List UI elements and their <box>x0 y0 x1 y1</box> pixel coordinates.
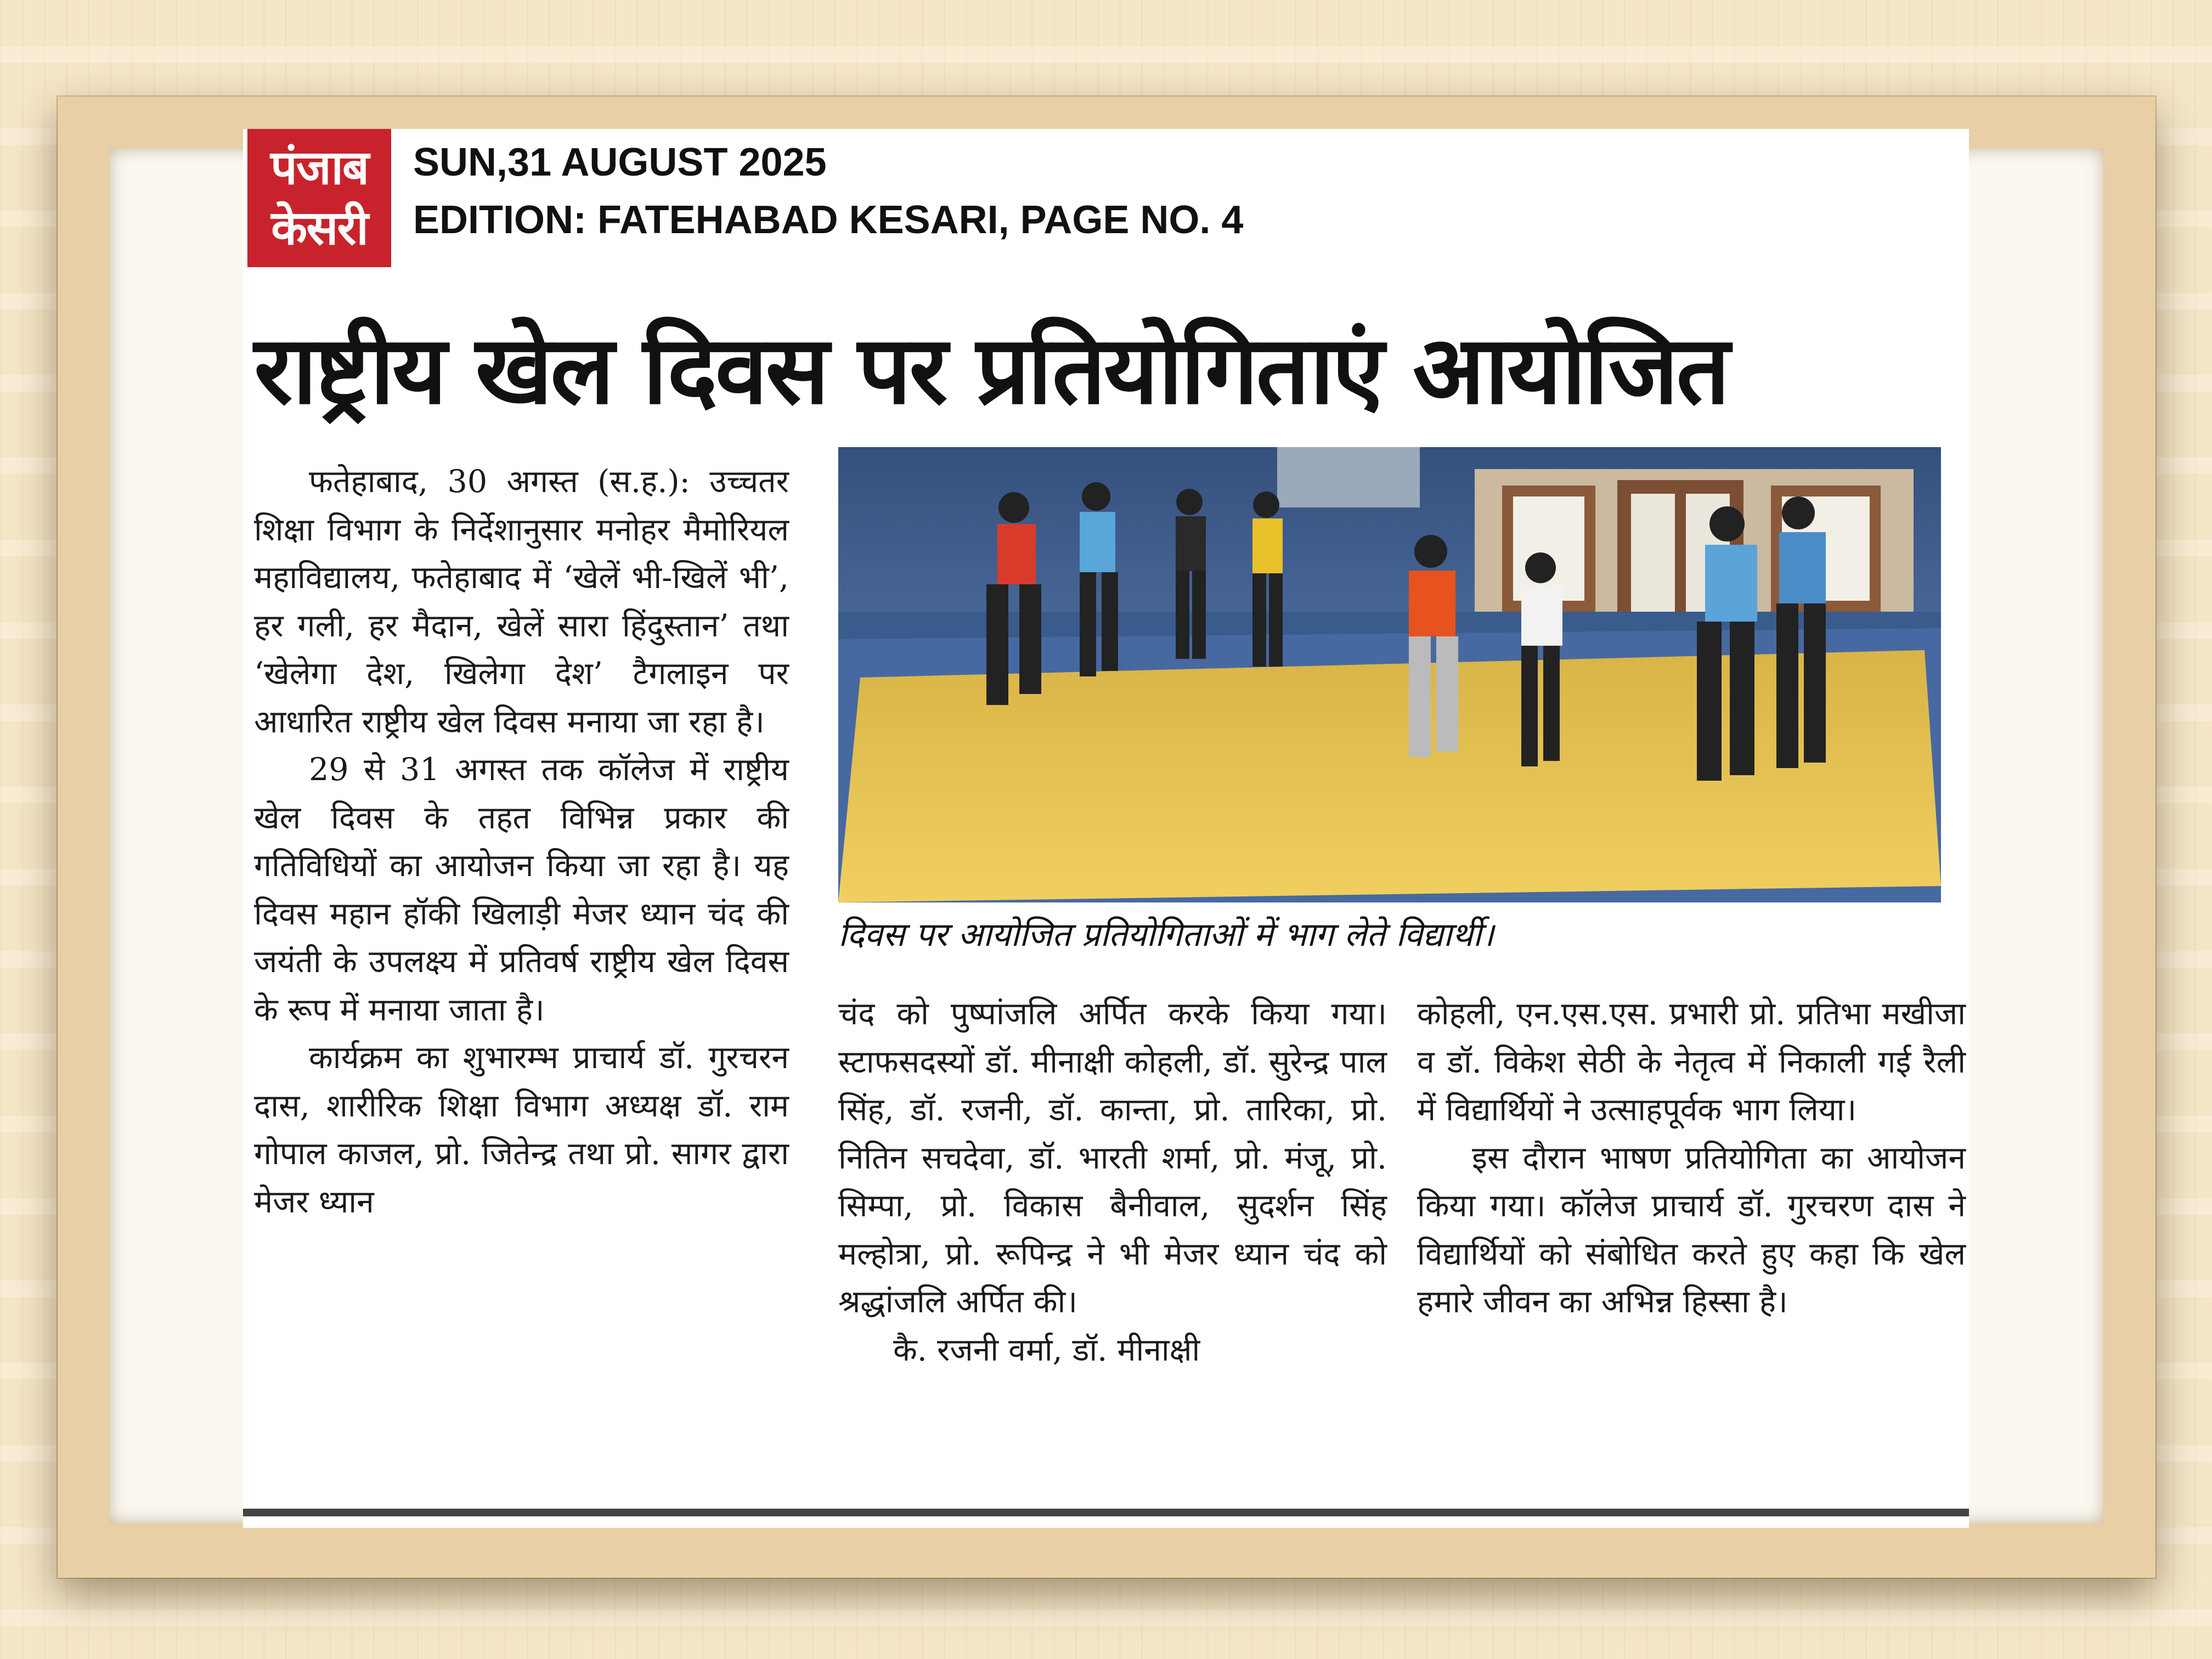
article-column-2 <box>838 990 1387 1374</box>
publication-date: SUN,31 AUGUST 2025 <box>413 140 827 184</box>
col3-paragraph-2: इस दौरान भाषण प्रतियोगिता का आयोजन किया गया। कॉलेज प्राचार्य डॉ. गुरचरण दास ने विद्यार्थियों को संबोधित करते हुए कहा कि खेल हमारे जीवन का अभिन्न हिस्सा है। <box>1417 1139 1966 1320</box>
kabaddi-photo <box>838 447 1941 902</box>
col1-paragraph-3: कार्यक्रम का शुभारम्भ प्राचार्य डॉ. गुरचरन दास, शारीरिक शिक्षा विभाग अध्यक्ष डॉ. राम गोपाल काजल, प्रो. जितेन्द्र तथा प्रो. सागर द्वारा मेजर ध्यान <box>254 1040 789 1220</box>
logo-line-2: केसरी <box>271 201 368 256</box>
newspaper-logo <box>247 129 391 267</box>
col2-paragraph-2: कै. रजनी वर्मा, डॉ. मीनाक्षी <box>893 1331 1200 1368</box>
photo-illustration <box>838 447 1941 902</box>
col3-paragraph-1: कोहली, एन.एस.एस. प्रभारी प्रो. प्रतिभा मखीजा व डॉ. विकेश सेठी के नेतृत्व में निकाली गई रैली में विद्यार्थियों ने उत्साहपूर्वक भाग लिया। <box>1417 996 1966 1128</box>
bottom-rule <box>243 1509 1969 1516</box>
article-column-3 <box>1417 990 1966 1327</box>
newspaper-clipping <box>243 129 1969 1528</box>
photo-caption: दिवस पर आयोजित प्रतियोगिताओं में भाग लेते विद्यार्थी। <box>838 916 1494 954</box>
col1-paragraph-1: फतेहाबाद, 30 अगस्त (स.ह.): उच्चतर शिक्षा विभाग के निर्देशानुसार मनोहर मैमोरियल महाविद्यालय, फतेहाबाद में ‘खेलें भी-खिलें भी’, हर गली, हर मैदान, खेलें सारा हिंदुस्तान’ तथा ‘खेलेगा देश, खिलेगा देश’ टैगलाइन पर आधारित राष्ट्रीय खेल दिवस मनाया जा रहा है। <box>254 464 789 740</box>
edition-info: EDITION: FATEHABAD KESARI, PAGE NO. 4 <box>413 198 1244 242</box>
col1-paragraph-2: 29 से 31 अगस्त तक कॉलेज में राष्ट्रीय खेल दिवस के तहत विभिन्न प्रकार की गतिविधियों का आयोजन किया जा रहा है। यह दिवस महान हॉकी खिलाड़ी मेजर ध्यान चंद की जयंती के उपलक्ष्य में प्रतिवर्ष राष्ट्रीय खेल दिवस के रूप में मनाया जाता है। <box>254 752 789 1028</box>
article-headline: राष्ट्रीय खेल दिवस पर प्रतियोगिताएं आयोजित <box>254 315 1728 425</box>
col2-paragraph-1: चंद को पुष्पांजलि अर्पित करके किया गया।स्टाफसदस्यों डॉ. मीनाक्षी कोहली, डॉ. सुरेन्द्र पाल सिंह, डॉ. रजनी, डॉ. कान्ता, प्रो. तारिका, प्रो. नितिन सचदेवा, डॉ. भारती शर्मा, प्रो. मंजू, प्रो. सिम्पा, प्रो. विकास बैनीवाल, सुदर्शन सिंह मल्होत्रा, प्रो. रूपिन्द्र ने भी मेजर ध्यान चंद को श्रद्धांजलि अर्पित की। <box>838 996 1387 1320</box>
logo-line-1: पंजाब <box>270 140 369 195</box>
article-column-1 <box>254 458 789 1226</box>
